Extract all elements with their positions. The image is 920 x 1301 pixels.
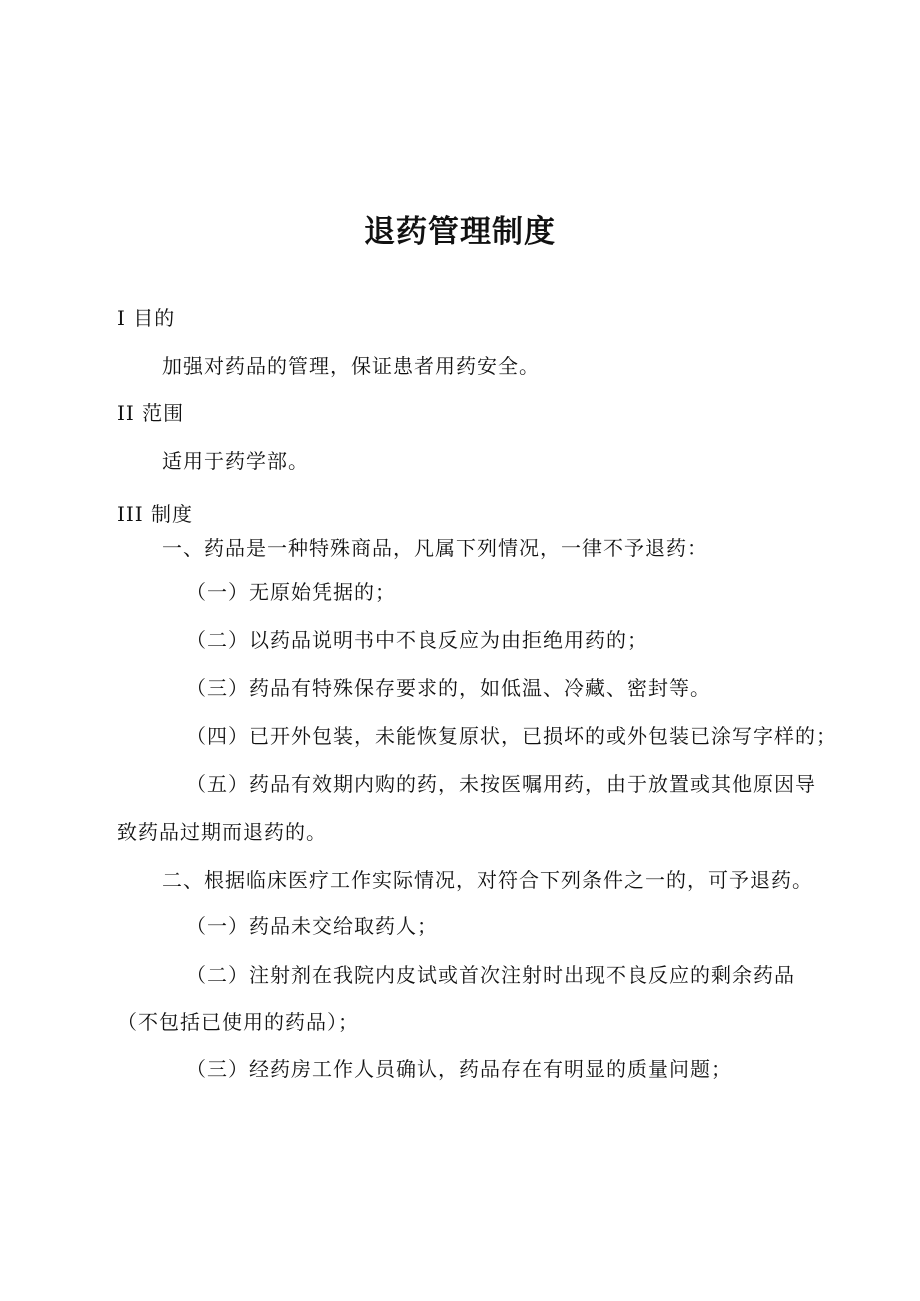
- policy-rule-2: 二、根据临床医疗工作实际情况，对符合下列条件之一的，可予退药。: [162, 868, 813, 892]
- rule-2-item-3: （三）经药房工作人员确认，药品存在有明显的质量问题；: [186, 1057, 732, 1081]
- rule-1-item-5-continuation: 致药品过期而退药的。: [117, 820, 327, 844]
- rule-1-item-2: （二）以药品说明书中不良反应为由拒绝用药的；: [186, 628, 648, 652]
- section-heading-scope: II 范围: [117, 401, 185, 425]
- rule-2-item-2-continuation: （不包括已使用的药品）；: [117, 1010, 359, 1034]
- rule-2-item-1: （一）药品未交给取药人；: [186, 914, 438, 938]
- rule-1-item-4: （四）已开外包装，未能恢复原状，已损坏的或外包装已涂写字样的；: [186, 724, 837, 748]
- rule-1-item-3: （三）药品有特殊保存要求的，如低温、冷藏、密封等。: [186, 676, 711, 700]
- rule-1-item-5: （五）药品有效期内购的药，未按医嘱用药，由于放置或其他原因导: [186, 772, 816, 796]
- scope-text: 适用于药学部。: [162, 449, 309, 473]
- purpose-text: 加强对药品的管理，保证患者用药安全。: [162, 354, 540, 378]
- section-heading-purpose: I 目的: [117, 306, 176, 330]
- rule-1-item-1: （一）无原始凭据的；: [186, 580, 396, 604]
- policy-rule-1: 一、药品是一种特殊商品，凡属下列情况，一律不予退药：: [162, 536, 708, 560]
- section-heading-policy: III 制度: [117, 502, 194, 526]
- rule-2-item-2: （二）注射剂在我院内皮试或首次注射时出现不良反应的剩余药品: [186, 963, 795, 987]
- document-title: 退药管理制度: [364, 214, 556, 250]
